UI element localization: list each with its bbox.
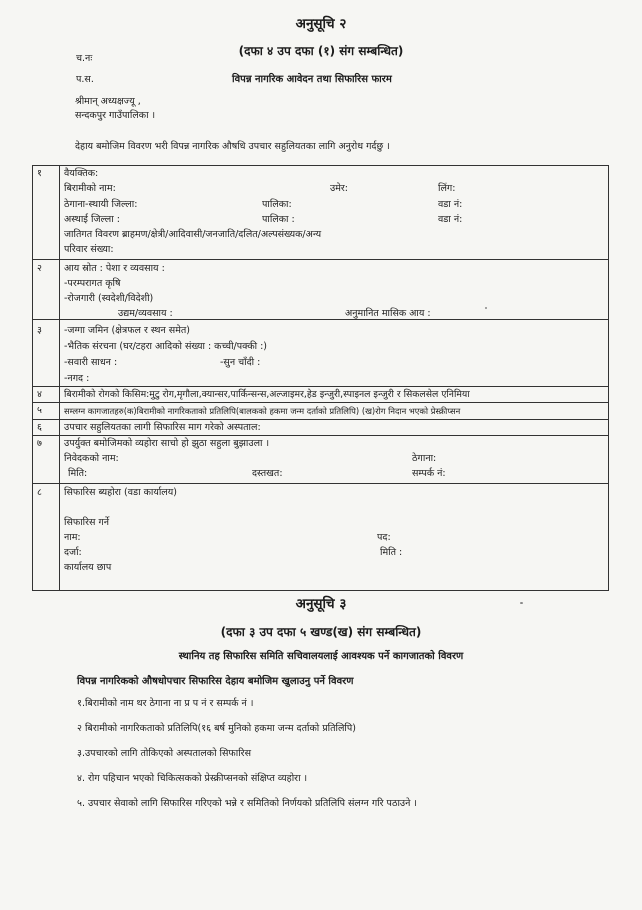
- list-item-3: ३.उपचारको लागि तोकिएको अस्पतालको सिफारिस: [77, 748, 251, 759]
- address-line-1: श्रीमान् अध्यक्षज्यू ,: [75, 96, 141, 107]
- office-stamp-label: कार्यालय छाप: [64, 562, 112, 573]
- personal-heading: वैयक्तिक:: [64, 168, 99, 179]
- temporary-palika-label: पालिका :: [262, 214, 295, 225]
- applicant-name-label: निवेदकको नाम:: [64, 453, 119, 464]
- enterprise-label: उद्यम/व्यवसाय :: [118, 308, 173, 319]
- patient-name-label: बिरामीको नाम:: [64, 183, 116, 194]
- recommender-rank-label: दर्जा:: [64, 547, 82, 558]
- sex-label: लिंग:: [438, 183, 456, 194]
- applicant-signature-label: दस्तखत:: [252, 468, 283, 479]
- address-line-2: सन्दकपुर गाउँपालिका ।: [75, 110, 156, 121]
- list-item-5: ५. उपचार सेवाको लागि सिफारिस गरिएको भन्ने र समितिको निर्णयको प्रतिलिपि संलग्न गरि पठाउने ।: [77, 798, 418, 809]
- recommender-name-label: नाम:: [64, 532, 81, 543]
- cash-label: -नगद :: [64, 373, 90, 384]
- declaration-text: उपर्युक्त बमोजिमको व्यहोरा साचो हो झुठा सहुला बुझाउला ।: [64, 438, 270, 449]
- applicant-address-label: ठेगाना:: [412, 453, 437, 464]
- gold-silver-label: -सुन चाँदी :: [220, 357, 261, 368]
- permanent-ward-label: वडा नं:: [438, 199, 463, 210]
- list-item-2: २ बिरामीको नागरिकताको प्रतिलिपि(१६ बर्ष मुनिको हकमा जन्म दर्ताको प्रतिलिपि): [77, 723, 356, 734]
- recommender-post-label: पद:: [377, 532, 391, 543]
- temporary-district-label: अस्थाई जिल्ला :: [64, 214, 120, 225]
- traditional-agriculture-label: -परम्परागत कृषि: [64, 278, 121, 289]
- page-title-annex-3: अनुसूचि ३: [295, 596, 347, 612]
- ward-recommendation-label: सिफारिस ब्यहोरा (वडा कार्यालय): [64, 487, 177, 498]
- applicant-date-label: मिति:: [68, 468, 88, 479]
- section-reference-2: (दफा ३ उप दफा ५ खण्ड(ख) संग सम्बन्धित): [220, 625, 422, 639]
- list-item-4: ४. रोग पहिचान भएको चिकित्सकको प्रेस्क्रीप्सनको संक्षिप्त व्यहोरा ।: [77, 773, 308, 784]
- committee-heading: स्थानिय तह सिफारिस समिति सचिवालयलाई आवश्यक पर्ने कागजातको विवरण: [178, 651, 464, 662]
- reference-cn-label: च.नः: [76, 53, 93, 64]
- row-number-7: ७: [37, 438, 42, 449]
- row-number-3: ३: [37, 325, 42, 336]
- row-number-1: १: [37, 168, 42, 179]
- physical-structure-label: -भैतिक संरचना (घर/टहरा आदिको संख्या : कच्ची/पक्की :): [64, 341, 268, 352]
- page-title-annex-2: अनुसूचि २: [295, 16, 347, 32]
- reference-ps-label: प.स.: [76, 74, 94, 85]
- monthly-income-label: अनुमानित मासिक आय :: [345, 308, 431, 319]
- age-label: उमेर:: [330, 183, 348, 194]
- attached-documents-label: सम्लग्न कागजातहरु(क)बिरामीको नागरिकताको प्रतिलिपि(बालकको हकमा जन्म दर्ताको प्रतिलिपि) (ख)रोग निदान भएको प्रेस्क्रीप्सन: [64, 406, 461, 416]
- row-number-5: ५: [37, 405, 42, 416]
- vehicle-label: -सवारी साधन :: [64, 357, 118, 368]
- land-label: -जग्गा जमिन (क्षेत्रफल र स्थन समेत): [64, 325, 191, 336]
- caste-label: जातिगत विवरण ब्राहमण/क्षेत्री/आदिवासी/जनजाति/दलित/अल्पसंख्यक/अन्य: [64, 229, 322, 240]
- applicant-contact-label: सम्पर्क नं:: [412, 468, 446, 479]
- employment-label: -रोजगारी (स्वदेशी/विदेशी): [64, 293, 154, 304]
- required-details-heading: विपन्न नागरिकको औषधोपचार सिफारिस देहाय बमोजिम खुलाउनु पर्ने विवरण: [77, 676, 354, 687]
- row-number-4: ४: [37, 389, 42, 400]
- temporary-ward-label: वडा नं:: [438, 214, 463, 225]
- recommender-date-label: मिति :: [380, 547, 403, 558]
- list-item-1: १.बिरामीको नाम थर ठेगाना ना प्र प नं र सम्पर्क नं ।: [77, 698, 254, 709]
- permanent-district-label: ठेगाना-स्थायी जिल्ला:: [64, 199, 138, 210]
- permanent-palika-label: पालिका:: [262, 199, 292, 210]
- disease-type-label: बिरामीको रोगको किसिम:मुटु रोग,मृगौला,क्यान्सर,पार्किन्सन्स,अल्जाइमर,हेड इन्जुरी,स्पाइनल इन्जुरी र सिकलसेल एनिमिया: [64, 389, 470, 400]
- recommender-heading: सिफारिस गर्ने: [64, 517, 110, 528]
- form-title: विपन्न नागरिक आवेदन तथा सिफारिस फारम: [232, 74, 392, 85]
- row-number-8: ८: [37, 487, 42, 498]
- scan-speck: [520, 602, 523, 604]
- hospital-label: उपचार सहुलियतका लागी सिफारिस माग गरेको अस्पताल:: [64, 422, 261, 433]
- row-number-6: ६: [37, 422, 42, 433]
- scan-speck: [485, 307, 487, 309]
- section-reference-1: (दफा ४ उप दफा (१) संग सम्बन्धित): [238, 44, 404, 58]
- intro-text: देहाय बमोजिम विवरण भरी विपन्न नागरिक औषधि उपचार सहुलियतका लागि अनुरोध गर्दछु ।: [75, 141, 390, 152]
- row-number-2: २: [37, 263, 42, 274]
- income-source-label: आय स्रोत : पेशा र व्यवसाय :: [64, 263, 165, 274]
- family-size-label: परिवार संख्या:: [64, 244, 114, 255]
